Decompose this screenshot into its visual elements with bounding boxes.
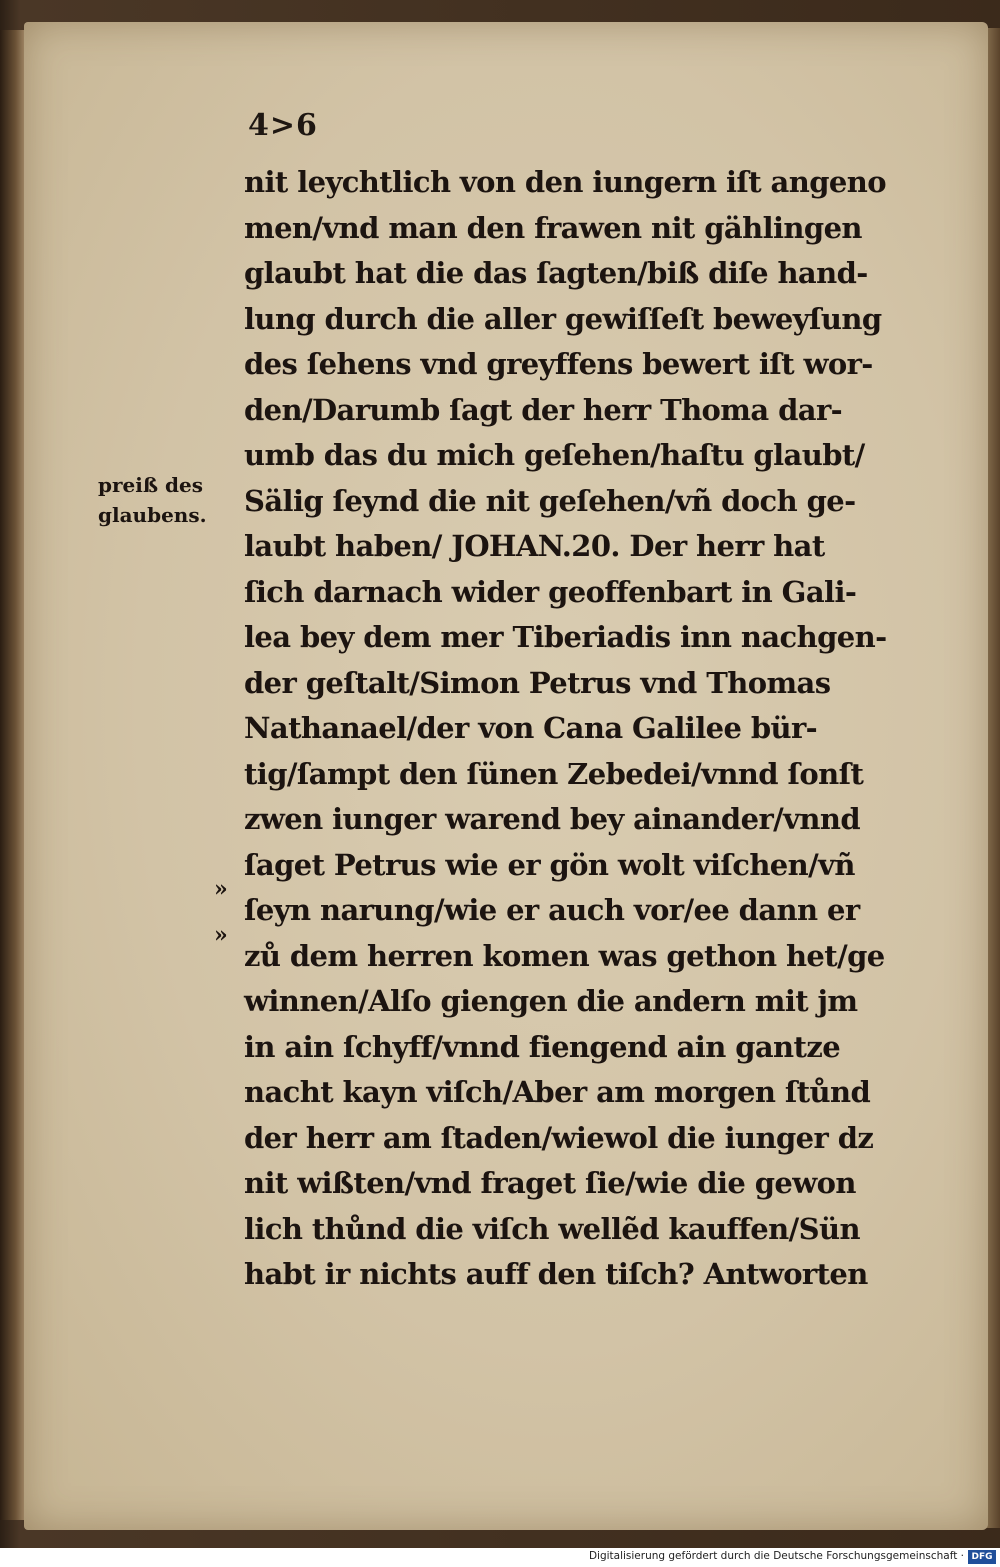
dfg-logo: DFG [968,1550,996,1564]
text-line: Nathanael/der von Cana Galilee bür- [244,711,818,745]
marginal-quote-mark-2: » [214,922,228,948]
text-line: lung durch die aller gewiſſeſt beweyſung [244,301,882,336]
text-line: men/vnd man den frawen nit gählingen [244,210,862,245]
text-line: tig/ſampt den ſünen Zebedei/vnnd ſonſt [244,756,864,791]
text-line: Sälig ſeynd die nit geſehen/vñ doch ge- [244,483,856,518]
text-line: nit wißten/vnd fraget ſie/wie die gewon [244,1166,856,1200]
marginal-note [98,470,207,530]
text-line: nit leychtlich von den iungern iſt angeno [244,165,886,199]
text-line: habt ir nichts auff den tiſch? Antworten [244,1257,868,1291]
text-line: zwen iunger warend bey ainander/vnnd [244,802,861,836]
text-line: ſich darnach wider geoffenbart in Gali- [244,574,857,609]
text-line: den/Darumb ſagt der herr Thoma dar- [244,392,843,427]
text-line: lich thůnd die viſch wellẽd kauffen/Sün [244,1211,860,1246]
main-text-block [244,160,944,1298]
text-line: winnen/Alſo giengen die andern mit jm [244,984,858,1018]
text-line: ſaget Petrus wie er gön wolt viſchen/vñ [244,847,855,882]
page-number: 4>6 [248,108,318,143]
text-line: nacht kayn viſch/Aber am morgen ſtůnd [244,1075,871,1109]
text-line: umb das du mich geſehen/haſtu glaubt/ [244,438,865,472]
marginal-note-line-2: glaubens. [98,503,207,527]
text-line: der geſtalt/Simon Petrus vnd Thomas [244,665,831,700]
marginal-quote-mark-1: » [214,876,228,902]
text-line: lea bey dem mer Tiberiadis inn nachgen- [244,620,887,654]
text-line: ſeyn narung/wie er auch vor/ee dann er [244,893,860,927]
text-line: glaubt hat die das ſagten/biß diſe hand- [244,256,868,290]
marginal-note-line-1: preiß des [98,473,203,497]
digitization-credit: Digitalisierung gefördert durch die Deutsche Forschungsgemeinschaft · [588,1550,964,1562]
text-line: zů dem herren komen was gethon het/ge [244,938,885,973]
book-spine-edge [0,30,26,1520]
text-line: der herr am ſtaden/wiewol die iunger dz [244,1120,874,1155]
text-line: des ſehens vnd greyffens bewert iſt wor- [244,347,873,381]
text-line: laubt haben/ JOHAN.20. Der herr hat [244,529,825,563]
text-line: in ain ſchyff/vnnd fiengend ain gantze [244,1029,841,1064]
